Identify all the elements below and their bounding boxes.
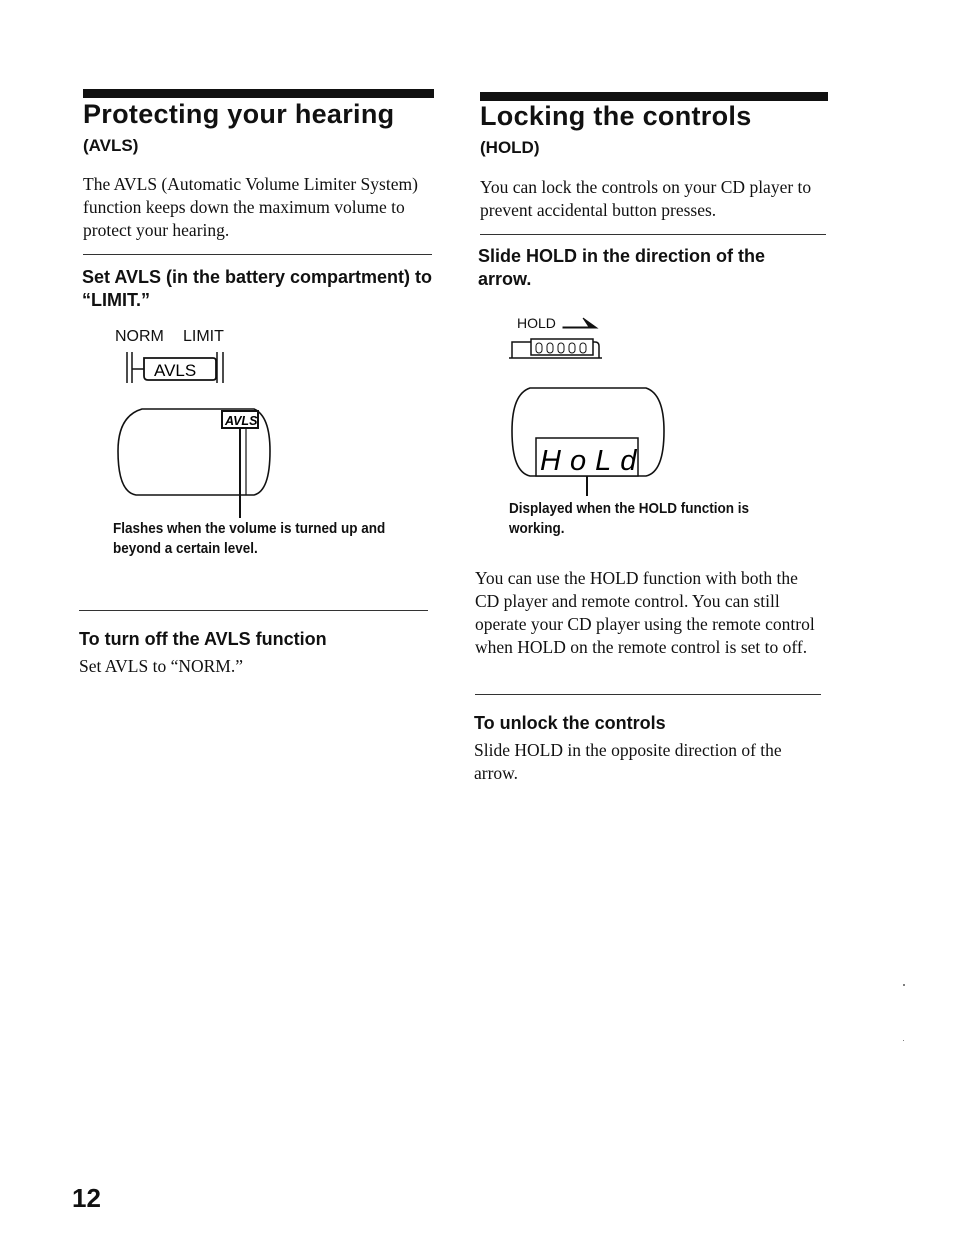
display-caption: Displayed when the HOLD function is working. <box>509 500 750 537</box>
section-subtitle: (AVLS) <box>83 136 139 155</box>
intro-paragraph: You can lock the controls on your CD player to prevent accidental button presses. <box>480 177 812 220</box>
info-paragraph: You can use the HOLD function with both the CD player and remote control. You can still operate your CD player using the remote control when HOLD on the remote control is set to off. <box>475 568 815 657</box>
intro-paragraph: The AVLS (Automatic Volume Limiter System) function keeps down the maximum volume to protect your hearing. <box>83 174 418 240</box>
section-subtitle: (HOLD) <box>480 138 540 157</box>
page-number: 12 <box>72 1183 101 1213</box>
hold-display-illustration <box>508 386 668 498</box>
turn-off-heading: To turn off the AVLS function <box>79 629 327 649</box>
unlock-heading: To unlock the controls <box>474 713 666 733</box>
scan-speck <box>903 1040 904 1041</box>
hold-label: HOLD <box>517 315 556 331</box>
display-text: HoLd <box>540 445 646 477</box>
section-title: Locking the controls <box>480 101 752 131</box>
avls-display-illustration <box>114 406 276 518</box>
switch-label-limit: LIMIT <box>183 328 224 345</box>
divider <box>83 254 432 255</box>
scan-speck <box>903 984 905 986</box>
section-title: Protecting your hearing <box>83 99 395 129</box>
section-rule-thick <box>83 89 434 98</box>
divider <box>475 694 821 695</box>
avls-switch-illustration <box>118 350 233 386</box>
hold-switch-illustration <box>509 336 604 362</box>
step-heading: Set AVLS (in the battery compartment) to “LIMIT.” <box>82 267 433 310</box>
unlock-text: Slide HOLD in the opposite direction of the arrow. <box>474 740 782 783</box>
switch-label-norm: NORM <box>115 328 164 345</box>
arrow-right-icon <box>561 315 599 331</box>
section-rule-thick <box>480 92 828 101</box>
divider <box>79 610 428 611</box>
turn-off-text: Set AVLS to “NORM.” <box>79 656 243 676</box>
switch-text: AVLS <box>154 361 197 380</box>
display-caption: Flashes when the volume is turned up and beyond a certain level. <box>113 520 386 557</box>
divider <box>480 234 826 235</box>
display-indicator: AVLS <box>225 414 258 428</box>
step-heading: Slide HOLD in the direction of the arrow. <box>478 246 766 289</box>
